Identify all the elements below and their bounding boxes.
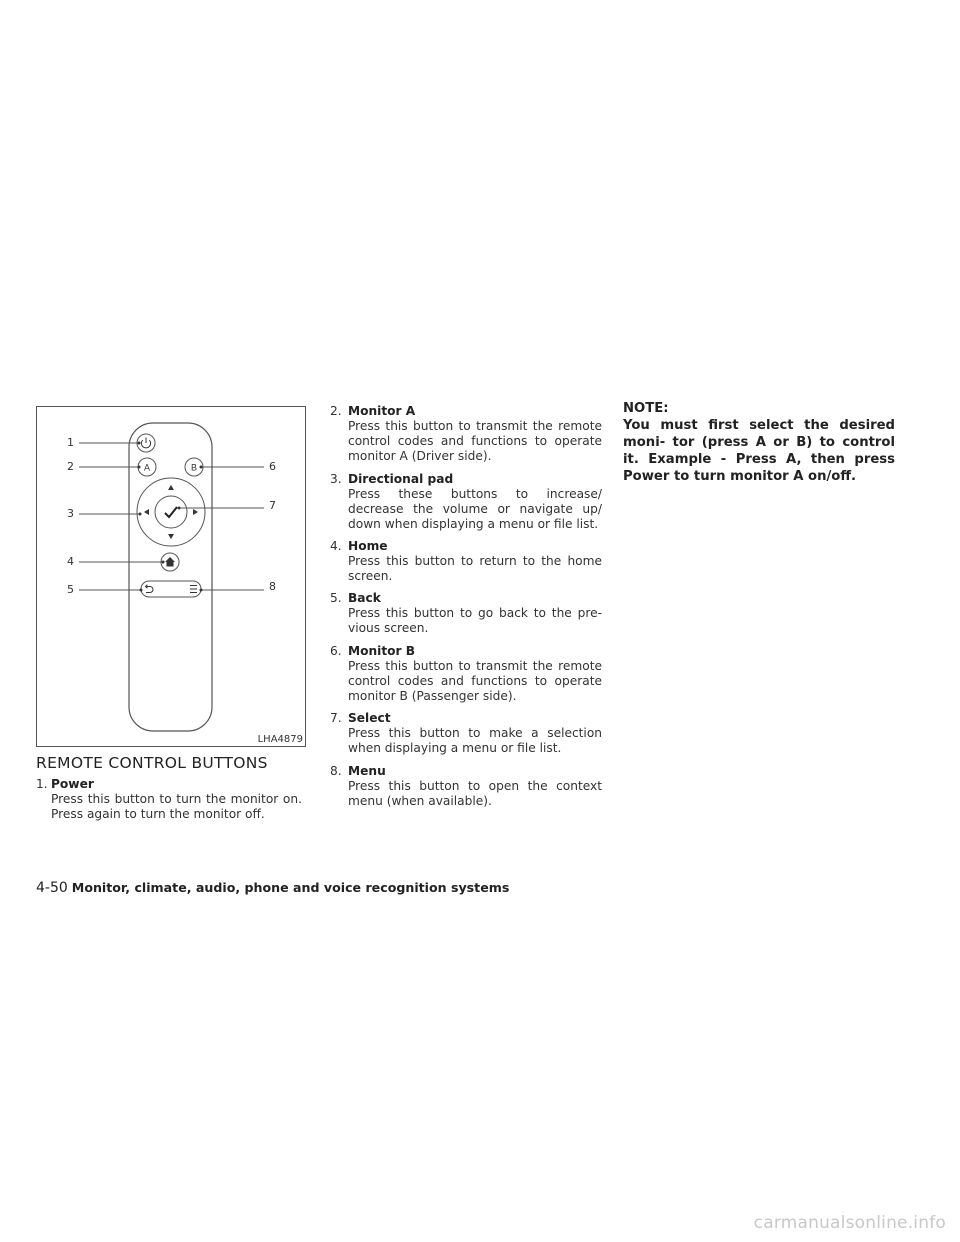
- directional-pad-icon: [137, 478, 205, 546]
- item-description: Press this button to transmit the remote control codes and functions to operate monitor B (Passenger side).: [348, 659, 602, 703]
- item-title: Select: [348, 711, 391, 725]
- section-heading: REMOTE CONTROL BUTTONS: [36, 754, 268, 772]
- callout-6: 6: [269, 460, 276, 473]
- item-description: Press these buttons to increase/ decrease the volume or navigate up/ down when displaying a menu or file list.: [348, 487, 602, 531]
- item-title: Back: [348, 591, 381, 605]
- note-heading: NOTE:: [623, 401, 669, 416]
- item-title: Directional pad: [348, 472, 454, 486]
- callout-2: 2: [67, 460, 74, 473]
- chapter-title: Monitor, climate, audio, phone and voice recognition systems: [71, 880, 510, 895]
- list-item-monitor-a: [330, 404, 602, 464]
- callout-8: 8: [269, 580, 276, 593]
- watermark: carmanualsonline.info: [753, 1213, 946, 1233]
- page-number: 4-50: [36, 880, 68, 896]
- item-number: 3.: [330, 472, 342, 486]
- back-menu-button-icon: [141, 581, 201, 597]
- item-description: Press this button to transmit the remote control codes and functions to operate monitor A (Driver side).: [348, 419, 602, 463]
- list-item-menu: [330, 764, 602, 809]
- item-number: 2.: [330, 404, 342, 418]
- list-item-monitor-b: [330, 644, 602, 704]
- item-title: Home: [348, 539, 388, 553]
- item-description: Press this button to turn the monitor on. Press again to turn the monitor off.: [51, 792, 302, 821]
- monitor-a-button-label: A: [143, 462, 151, 473]
- list-item-directional-pad: [330, 472, 602, 532]
- list-item-power: [36, 777, 302, 822]
- item-number: 6.: [330, 644, 342, 658]
- item-number: 4.: [330, 539, 342, 553]
- monitor-a-button-icon: [138, 458, 156, 476]
- item-description: Press this button to go back to the pre- vious screen.: [348, 606, 602, 635]
- figure-code: LHA4879: [257, 734, 303, 745]
- callout-1: 1: [67, 436, 74, 449]
- callout-3: 3: [67, 507, 74, 520]
- note-text: You must first select the desired moni- tor (press A or B) to control it. Example - Press A, then press Power to turn monitor A on/off.: [623, 418, 895, 484]
- item-title: Menu: [348, 764, 386, 778]
- callout-7: 7: [269, 499, 276, 512]
- list-item-back: [330, 591, 602, 636]
- list-item-home: [330, 539, 602, 584]
- item-number: 8.: [330, 764, 342, 778]
- item-description: Press this button to return to the home screen.: [348, 554, 602, 583]
- page-footer: [36, 877, 509, 896]
- remote-control-illustration: [37, 407, 307, 748]
- item-description: Press this button to make a selection when displaying a menu or file list.: [348, 726, 602, 755]
- item-number: 1.: [36, 777, 48, 791]
- remote-body: [129, 423, 212, 731]
- item-number: 7.: [330, 711, 342, 725]
- callout-4: 4: [67, 555, 74, 568]
- callout-leader-lines: [79, 443, 264, 590]
- item-description: Press this button to open the context menu (when available).: [348, 779, 602, 808]
- item-title: Power: [51, 777, 94, 791]
- item-number: 5.: [330, 591, 342, 605]
- monitor-b-button-label: B: [190, 462, 198, 473]
- item-title: Monitor B: [348, 644, 416, 658]
- callout-5: 5: [67, 583, 74, 596]
- remote-control-figure: [36, 406, 306, 747]
- item-title: Monitor A: [348, 404, 416, 418]
- list-item-select: [330, 711, 602, 756]
- note-block: [623, 400, 895, 485]
